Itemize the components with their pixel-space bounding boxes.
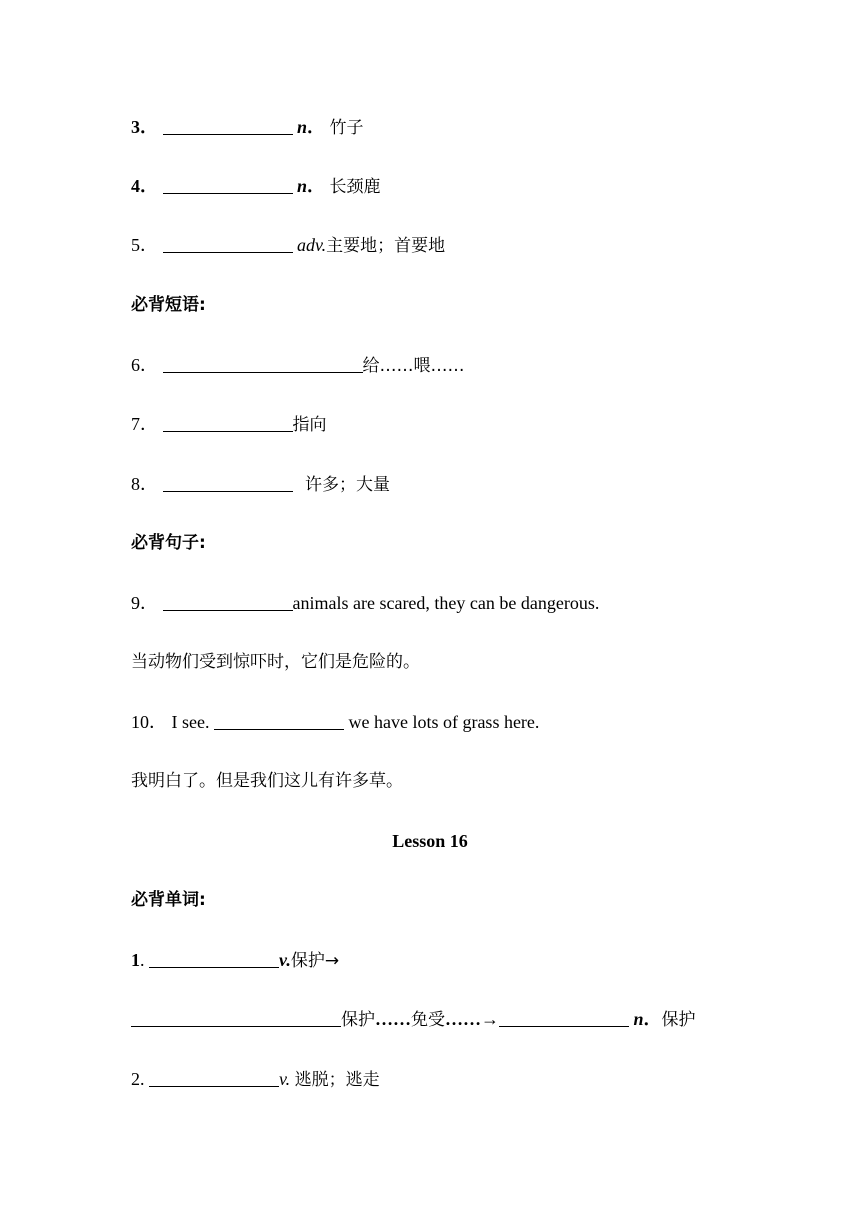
item-number: 7 [131, 414, 140, 434]
item-separator: ． [140, 117, 158, 137]
item-separator: ． [149, 712, 167, 732]
item-separator: ． [140, 414, 158, 434]
item-separator: ． [140, 593, 158, 613]
part-of-speech: adv. [297, 235, 327, 255]
item-5 [131, 233, 445, 258]
item-number: 6 [131, 355, 140, 375]
answer-blank[interactable] [163, 413, 293, 432]
item-separator: ． [140, 355, 158, 375]
answer-blank[interactable] [163, 234, 293, 253]
item-separator: . [140, 1069, 145, 1089]
pos-separator: ． [307, 117, 326, 137]
ellipsis: …… [375, 1009, 411, 1029]
item-number: 9 [131, 593, 140, 613]
meaning: 长颈鹿 [329, 177, 381, 197]
lesson16-item-2 [131, 1067, 380, 1092]
answer-blank[interactable] [163, 175, 293, 194]
item-4 [131, 174, 381, 199]
item-number: 10 [131, 712, 149, 732]
arrow-icon: → [481, 1009, 499, 1029]
item-number: 5 [131, 235, 140, 255]
meaning: 给……喂…… [362, 356, 465, 376]
phrase-meaning-b: 免受 [411, 1010, 445, 1030]
answer-blank[interactable] [163, 116, 293, 135]
item-6 [131, 353, 465, 378]
meaning: 逃脱；逃走 [294, 1070, 380, 1090]
part-of-speech: v. [279, 950, 291, 970]
sentence-text: we have lots of grass here. [348, 712, 540, 732]
part-of-speech: n [633, 1009, 644, 1029]
item-separator: ． [140, 235, 158, 255]
item-number: 4 [131, 176, 140, 196]
meaning: 指向 [292, 415, 327, 435]
answer-blank[interactable] [163, 592, 293, 611]
lesson16-item-1-continued [131, 1007, 696, 1032]
meaning: 保护 [661, 1010, 696, 1030]
answer-blank[interactable] [163, 473, 293, 492]
item-separator: . [140, 950, 145, 970]
answer-blank[interactable] [499, 1008, 629, 1027]
item-separator: ． [140, 474, 158, 494]
section-heading-words: 必背单词: [131, 890, 206, 910]
section-heading-sentences: 必背句子: [131, 533, 206, 553]
item-9-translation: 当动物们受到惊吓时，它们是危险的。 [131, 652, 420, 672]
item-separator: ． [140, 176, 158, 196]
item-8 [131, 472, 390, 497]
part-of-speech: v. [279, 1069, 291, 1089]
lesson-title: Lesson 16 [392, 831, 468, 851]
item-number: 8 [131, 474, 140, 494]
meaning: 竹子 [329, 118, 364, 138]
meaning: 主要地；首要地 [326, 236, 446, 256]
pos-separator: ． [643, 1009, 662, 1029]
answer-blank[interactable] [214, 711, 344, 730]
part-of-speech: n [297, 117, 308, 137]
section-heading-phrases: 必背短语: [131, 295, 206, 315]
item-9 [131, 591, 599, 615]
answer-blank[interactable] [149, 949, 279, 968]
item-3 [131, 115, 364, 140]
sentence-text: animals are scared, they can be dangerous. [292, 593, 600, 613]
answer-blank[interactable] [131, 1008, 341, 1027]
meaning: 保护→ [290, 951, 340, 971]
part-of-speech: n [297, 176, 308, 196]
ellipsis: …… [445, 1009, 481, 1029]
answer-blank[interactable] [149, 1068, 279, 1087]
item-7 [131, 412, 327, 437]
sentence-text-before: I see. [171, 712, 210, 732]
item-10-translation: 我明白了。但是我们这儿有许多草。 [131, 771, 403, 791]
item-number: 1 [131, 950, 140, 970]
meaning: 许多；大量 [305, 475, 390, 495]
item-number: 3 [131, 117, 140, 137]
answer-blank[interactable] [163, 354, 363, 373]
phrase-meaning-a: 保护 [341, 1010, 375, 1030]
lesson16-item-1 [131, 948, 339, 973]
item-10 [131, 710, 539, 734]
item-number: 2 [131, 1069, 140, 1089]
pos-separator: ． [307, 176, 326, 196]
